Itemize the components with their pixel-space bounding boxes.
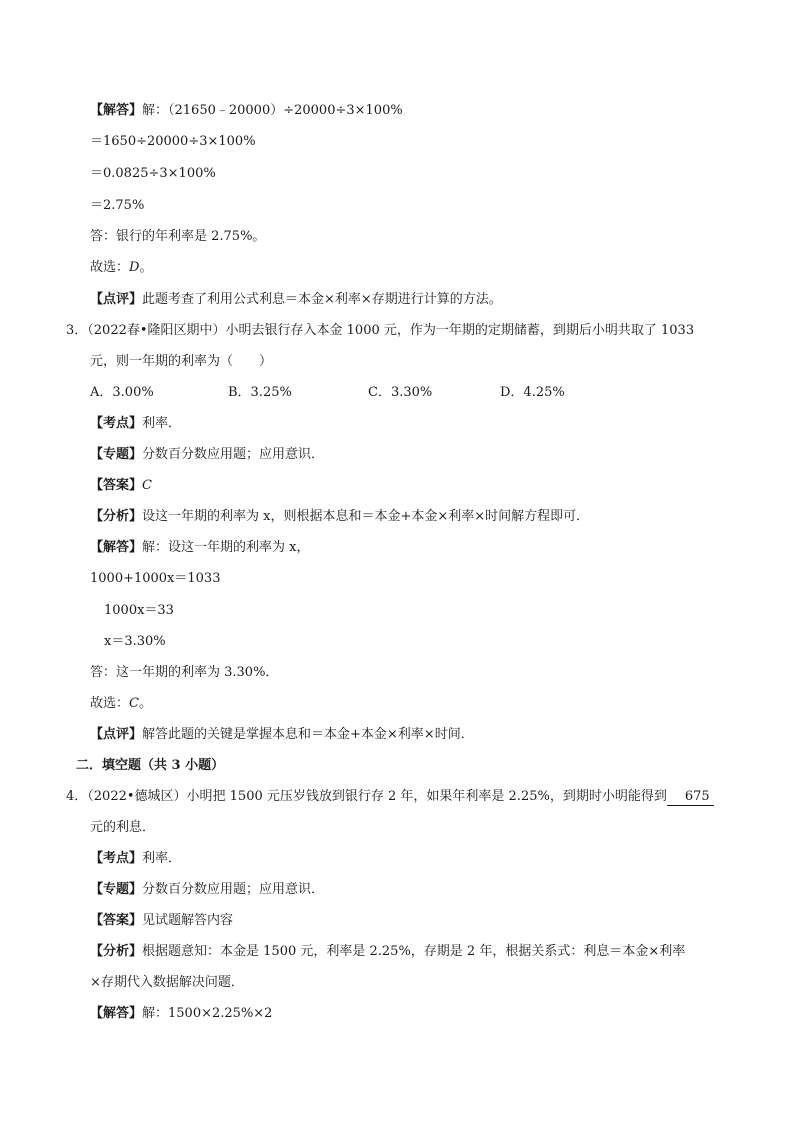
q2-answer-line-2: ＝1650÷20000÷3×100% xyxy=(90,134,256,149)
q4-zhuanti xyxy=(90,882,324,898)
jieda-tag: 【解答】 xyxy=(90,1006,143,1021)
comment-text: 此题考查了利用公式利息＝本金×利率×存期进行计算的方法。 xyxy=(142,292,502,307)
dianping-text: 解答此题的关键是掌握本息和＝本金+本金×利率×时间． xyxy=(142,727,474,742)
q4-stem-line-1 xyxy=(66,789,714,806)
daan-text: C xyxy=(142,478,152,493)
q2-answer-line-1 xyxy=(90,103,403,119)
q2-choice-line xyxy=(90,260,152,276)
q2-answer-line-4: ＝2.75% xyxy=(90,198,145,213)
q3-kaodian xyxy=(90,416,181,432)
q4-blank-answer: 675 xyxy=(667,789,714,806)
dianping-tag: 【点评】 xyxy=(90,727,143,742)
q3-option-d: D．4.25% xyxy=(500,385,565,400)
q2-comment-line xyxy=(90,292,502,308)
daan-tag: 【答案】 xyxy=(90,913,143,928)
choice-prefix: 故选： xyxy=(90,696,130,711)
q3-conclusion: 答：这一年期的利率为 3.30%． xyxy=(90,665,279,680)
q3-equation-2: 1000x＝33 xyxy=(104,603,174,618)
q3-option-b: B．3.25% xyxy=(228,385,292,400)
zhuanti-text: 分数百分数应用题；应用意识． xyxy=(142,447,325,462)
answer-tag: 【解答】 xyxy=(90,103,143,118)
q3-equation-3: x＝3.30% xyxy=(104,634,166,649)
section-heading: 二．填空题（共 3 小题） xyxy=(76,758,225,773)
q4-fenxi-line-2: ×存期代入数据解决问题． xyxy=(90,975,244,990)
daan-text: 见试题解答内容 xyxy=(142,913,234,928)
daan-tag: 【答案】 xyxy=(90,478,143,493)
choice-letter: D xyxy=(129,260,140,275)
q3-dianping xyxy=(90,727,474,743)
fenxi-tag: 【分析】 xyxy=(90,944,143,959)
zhuanti-tag: 【专题】 xyxy=(90,882,143,897)
comment-tag: 【点评】 xyxy=(90,292,143,307)
kaodian-text: 利率． xyxy=(142,851,182,866)
q3-stem-line-2: 元，则一年期的利率为（ ） xyxy=(90,354,273,369)
q3-zhuanti xyxy=(90,447,324,463)
zhuanti-text: 分数百分数应用题；应用意识． xyxy=(142,882,325,897)
jieda-text: 解：设这一年期的利率为 x， xyxy=(142,540,310,555)
q3-fenxi xyxy=(90,509,589,525)
fenxi-text: 设这一年期的利率为 x，则根据本息和＝本金+本金×利率×时间解方程即可． xyxy=(142,509,590,524)
q3-daan xyxy=(90,478,152,494)
q3-equation-1: 1000+1000x＝1033 xyxy=(90,571,221,586)
q3-jieda xyxy=(90,540,309,556)
q4-fenxi-line-1 xyxy=(90,944,685,960)
q2-answer-line-3: ＝0.0825÷3×100% xyxy=(90,166,216,181)
jieda-text: 解：1500×2.25%×2 xyxy=(142,1006,273,1021)
kaodian-text: 利率． xyxy=(142,416,182,431)
q3-option-c: C．3.30% xyxy=(368,385,433,400)
fenxi-text: 根据题意知：本金是 1500 元，利率是 2.25%，存期是 2 年，根据关系式：利息＝本金×利率 xyxy=(142,944,686,959)
kaodian-tag: 【考点】 xyxy=(90,851,143,866)
jieda-tag: 【解答】 xyxy=(90,540,143,555)
q3-stem-line-1: 3．（2022春•隆阳区期中）小明去银行存入本金 1000 元，作为一年期的定期储蓄，到期后小明共取了 1033 xyxy=(66,323,695,338)
choice-letter: C xyxy=(129,696,139,711)
q4-stem-text: 4．（2022•德城区）小明把 1500 元压岁钱放到银行存 2 年，如果年利率是 2.25%，到期时小明能得到 xyxy=(66,789,667,804)
q3-option-a: A．3.00% xyxy=(90,385,154,400)
answer-text: 解：（21650﹣20000）÷20000÷3×100% xyxy=(142,103,403,118)
q4-stem-line-2: 元的利息． xyxy=(90,820,156,835)
choice-suffix: 。 xyxy=(139,260,153,275)
fenxi-tag: 【分析】 xyxy=(90,509,143,524)
zhuanti-tag: 【专题】 xyxy=(90,447,143,462)
q4-kaodian xyxy=(90,851,181,867)
choice-prefix: 故选： xyxy=(90,260,130,275)
q2-conclusion: 答：银行的年利率是 2.75%。 xyxy=(90,229,266,244)
choice-suffix: 。 xyxy=(138,696,152,711)
q4-daan xyxy=(90,913,233,929)
q3-choice-line xyxy=(90,696,152,712)
kaodian-tag: 【考点】 xyxy=(90,416,143,431)
q4-jieda xyxy=(90,1006,272,1022)
